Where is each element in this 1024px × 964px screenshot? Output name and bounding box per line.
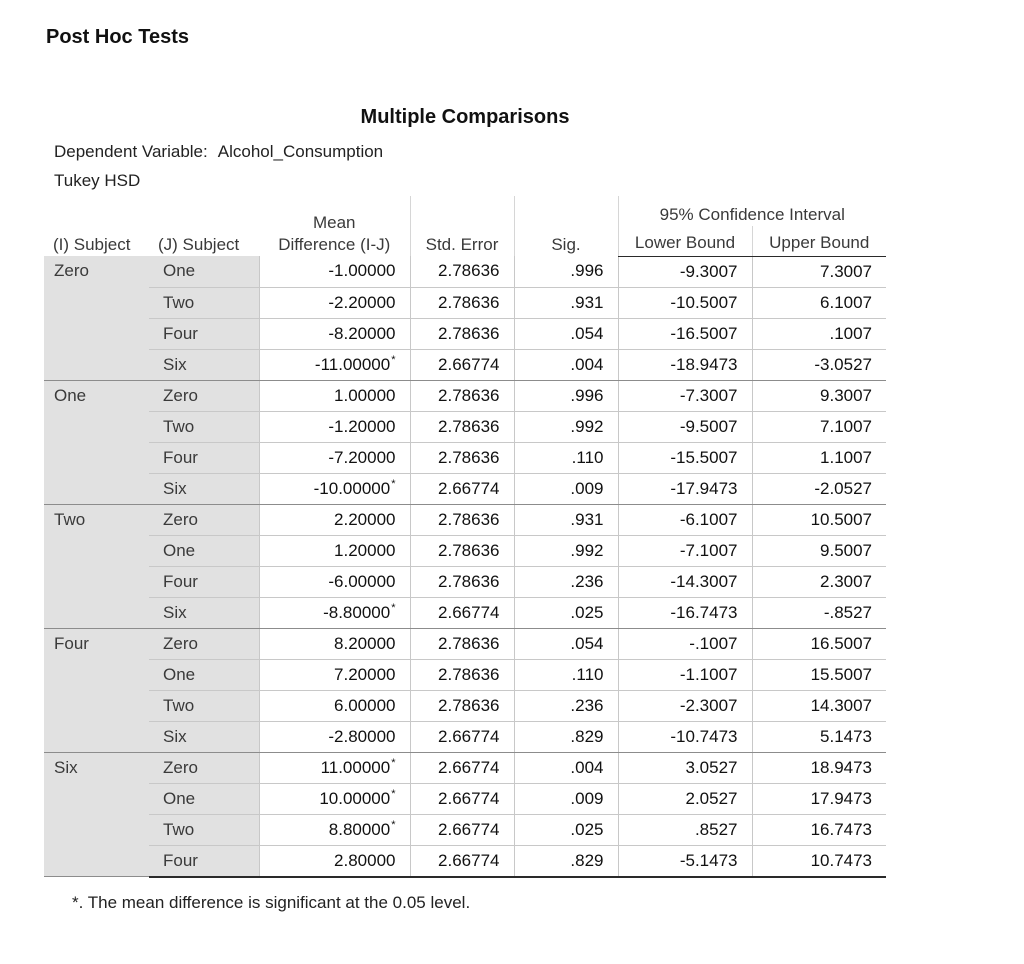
- upper-bound-cell: 7.1007: [752, 411, 886, 442]
- std-error-cell: 2.78636: [410, 256, 514, 287]
- std-error-cell: 2.78636: [410, 287, 514, 318]
- mean-difference-value: -1.00000: [328, 261, 396, 281]
- std-error-cell: 2.78636: [410, 535, 514, 566]
- lower-bound-cell: 3.0527: [618, 752, 752, 783]
- sig-cell: .236: [514, 690, 618, 721]
- table-body: [44, 256, 886, 877]
- j-subject-cell: Six: [149, 597, 259, 628]
- j-subject-cell: Six: [149, 721, 259, 752]
- upper-bound-cell: 10.7473: [752, 845, 886, 877]
- j-subject-cell: Six: [149, 349, 259, 380]
- std-error-cell: 2.66774: [410, 473, 514, 504]
- std-error-cell: 2.78636: [410, 659, 514, 690]
- j-subject-cell: Zero: [149, 752, 259, 783]
- upper-bound-cell: 9.5007: [752, 535, 886, 566]
- mean-difference-cell: [259, 318, 410, 349]
- j-subject-cell: Two: [149, 814, 259, 845]
- dependent-variable-label: Dependent Variable:: [54, 142, 208, 161]
- mean-difference-value: -8.20000: [328, 323, 396, 343]
- sig-cell: .025: [514, 597, 618, 628]
- table-row: [44, 349, 886, 380]
- mean-difference-value: 8.80000: [328, 819, 391, 839]
- mean-difference-cell: [259, 473, 410, 504]
- j-subject-cell: One: [149, 256, 259, 287]
- mean-difference-value: -2.20000: [328, 292, 396, 312]
- mean-difference-cell: [259, 628, 410, 659]
- j-subject-cell: Zero: [149, 504, 259, 535]
- lower-bound-cell: -5.1473: [618, 845, 752, 877]
- i-subject-cell: Six: [44, 752, 149, 877]
- significance-marker: *: [391, 787, 396, 800]
- upper-bound-cell: -3.0527: [752, 349, 886, 380]
- significance-marker: *: [391, 353, 396, 366]
- mean-difference-value: -7.20000: [328, 447, 396, 467]
- lower-bound-cell: -16.7473: [618, 597, 752, 628]
- mean-difference-value: -10.00000: [313, 478, 391, 498]
- sig-cell: .829: [514, 721, 618, 752]
- std-error-cell: 2.66774: [410, 783, 514, 814]
- table-row: [44, 597, 886, 628]
- section-title: Post Hoc Tests: [46, 26, 189, 48]
- j-subject-cell: Four: [149, 845, 259, 877]
- mean-difference-cell: [259, 814, 410, 845]
- std-error-cell: 2.78636: [410, 566, 514, 597]
- table-row: [44, 318, 886, 349]
- header-lower-bound: Lower Bound: [618, 226, 752, 256]
- table-row: [44, 566, 886, 597]
- table-row: [44, 535, 886, 566]
- upper-bound-cell: -2.0527: [752, 473, 886, 504]
- j-subject-cell: Six: [149, 473, 259, 504]
- mean-difference-cell: [259, 752, 410, 783]
- upper-bound-cell: 1.1007: [752, 442, 886, 473]
- mean-difference-cell: [259, 504, 410, 535]
- mean-difference-value: -11.00000: [314, 354, 391, 374]
- sig-cell: .992: [514, 411, 618, 442]
- sig-cell: .009: [514, 473, 618, 504]
- mean-difference-value: 2.20000: [334, 509, 396, 529]
- lower-bound-cell: -7.3007: [618, 380, 752, 411]
- upper-bound-cell: 9.3007: [752, 380, 886, 411]
- i-subject-cell: One: [44, 380, 149, 504]
- upper-bound-cell: 18.9473: [752, 752, 886, 783]
- mean-difference-cell: [259, 349, 410, 380]
- table-row: [44, 628, 886, 659]
- significance-marker: *: [391, 818, 396, 831]
- std-error-cell: 2.66774: [410, 721, 514, 752]
- std-error-cell: 2.66774: [410, 597, 514, 628]
- lower-bound-cell: -15.5007: [618, 442, 752, 473]
- lower-bound-cell: -10.5007: [618, 287, 752, 318]
- header-confidence-interval: 95% Confidence Interval: [618, 196, 886, 226]
- table-row: [44, 256, 886, 287]
- mean-difference-value: 10.00000: [319, 788, 391, 808]
- upper-bound-cell: 16.7473: [752, 814, 886, 845]
- mean-difference-value: 1.00000: [334, 385, 396, 405]
- table-row: [44, 814, 886, 845]
- lower-bound-cell: -2.3007: [618, 690, 752, 721]
- mean-difference-value: -6.00000: [328, 571, 396, 591]
- std-error-cell: 2.78636: [410, 442, 514, 473]
- sig-cell: .931: [514, 504, 618, 535]
- mean-difference-value: -8.80000: [323, 602, 391, 622]
- sig-cell: .054: [514, 628, 618, 659]
- mean-difference-cell: [259, 783, 410, 814]
- mean-difference-value: -2.80000: [328, 726, 396, 746]
- table-row: [44, 721, 886, 752]
- sig-cell: .236: [514, 566, 618, 597]
- std-error-cell: 2.66774: [410, 349, 514, 380]
- j-subject-cell: Four: [149, 566, 259, 597]
- sig-cell: .004: [514, 349, 618, 380]
- upper-bound-cell: 6.1007: [752, 287, 886, 318]
- lower-bound-cell: -16.5007: [618, 318, 752, 349]
- mean-difference-cell: [259, 721, 410, 752]
- j-subject-cell: Four: [149, 318, 259, 349]
- upper-bound-cell: 10.5007: [752, 504, 886, 535]
- lower-bound-cell: -9.5007: [618, 411, 752, 442]
- table-row: [44, 690, 886, 721]
- sig-cell: .110: [514, 442, 618, 473]
- std-error-cell: 2.78636: [410, 504, 514, 535]
- lower-bound-cell: .8527: [618, 814, 752, 845]
- j-subject-cell: One: [149, 783, 259, 814]
- upper-bound-cell: 2.3007: [752, 566, 886, 597]
- table-row: [44, 845, 886, 877]
- upper-bound-cell: 15.5007: [752, 659, 886, 690]
- table-row: [44, 783, 886, 814]
- lower-bound-cell: -9.3007: [618, 256, 752, 287]
- j-subject-cell: Two: [149, 287, 259, 318]
- sig-cell: .004: [514, 752, 618, 783]
- table-row: [44, 442, 886, 473]
- dependent-variable-value: Alcohol_Consumption: [217, 142, 384, 161]
- j-subject-cell: One: [149, 659, 259, 690]
- lower-bound-cell: 2.0527: [618, 783, 752, 814]
- table-row: [44, 752, 886, 783]
- mean-difference-cell: [259, 442, 410, 473]
- std-error-cell: 2.78636: [410, 380, 514, 411]
- sig-cell: .992: [514, 535, 618, 566]
- mean-difference-value: 1.20000: [334, 540, 396, 560]
- lower-bound-cell: -.1007: [618, 628, 752, 659]
- j-subject-cell: Two: [149, 690, 259, 721]
- lower-bound-cell: -7.1007: [618, 535, 752, 566]
- j-subject-cell: Zero: [149, 628, 259, 659]
- mean-difference-cell: [259, 597, 410, 628]
- header-std-error: Std. Error: [410, 196, 514, 256]
- std-error-cell: 2.78636: [410, 318, 514, 349]
- j-subject-cell: Two: [149, 411, 259, 442]
- mean-difference-value: 2.80000: [334, 850, 396, 870]
- upper-bound-cell: 16.5007: [752, 628, 886, 659]
- upper-bound-cell: 14.3007: [752, 690, 886, 721]
- sig-cell: .931: [514, 287, 618, 318]
- j-subject-cell: Four: [149, 442, 259, 473]
- upper-bound-cell: 5.1473: [752, 721, 886, 752]
- table-row: [44, 287, 886, 318]
- mean-difference-cell: [259, 411, 410, 442]
- std-error-cell: 2.78636: [410, 411, 514, 442]
- significance-marker: *: [391, 756, 396, 769]
- table-row: [44, 380, 886, 411]
- sig-cell: .054: [514, 318, 618, 349]
- mean-difference-cell: [259, 535, 410, 566]
- header-mean-difference: [259, 196, 410, 256]
- table-row: [44, 473, 886, 504]
- significance-marker: *: [391, 601, 396, 614]
- header-mean-difference-line1: Mean: [312, 213, 356, 232]
- lower-bound-cell: -17.9473: [618, 473, 752, 504]
- lower-bound-cell: -10.7473: [618, 721, 752, 752]
- sig-cell: .996: [514, 256, 618, 287]
- std-error-cell: 2.66774: [410, 814, 514, 845]
- table-row: [44, 411, 886, 442]
- i-subject-cell: Zero: [44, 256, 149, 380]
- significance-marker: *: [391, 477, 396, 490]
- i-subject-cell: Four: [44, 628, 149, 752]
- table-footnote: *. The mean difference is significant at the 0.05 level.: [72, 893, 471, 912]
- sig-cell: .009: [514, 783, 618, 814]
- mean-difference-value: -1.20000: [328, 416, 396, 436]
- mean-difference-cell: [259, 566, 410, 597]
- sig-cell: .025: [514, 814, 618, 845]
- std-error-cell: 2.66774: [410, 845, 514, 877]
- mean-difference-cell: [259, 287, 410, 318]
- lower-bound-cell: -6.1007: [618, 504, 752, 535]
- dependent-variable-line: [54, 142, 383, 162]
- header-upper-bound: Upper Bound: [752, 226, 886, 256]
- i-subject-cell: Two: [44, 504, 149, 628]
- table-row: [44, 659, 886, 690]
- std-error-cell: 2.78636: [410, 690, 514, 721]
- j-subject-cell: One: [149, 535, 259, 566]
- upper-bound-cell: -.8527: [752, 597, 886, 628]
- test-method: Tukey HSD: [54, 171, 141, 190]
- lower-bound-cell: -14.3007: [618, 566, 752, 597]
- table-title: Multiple Comparisons: [360, 106, 570, 128]
- mean-difference-cell: [259, 845, 410, 877]
- mean-difference-cell: [259, 380, 410, 411]
- lower-bound-cell: -1.1007: [618, 659, 752, 690]
- header-mean-difference-line2: Difference (I-J): [278, 235, 391, 254]
- mean-difference-cell: [259, 256, 410, 287]
- header-j-subject: (J) Subject: [149, 196, 259, 256]
- upper-bound-cell: 7.3007: [752, 256, 886, 287]
- mean-difference-value: 6.00000: [334, 695, 396, 715]
- sig-cell: .110: [514, 659, 618, 690]
- mean-difference-value: 11.00000: [320, 757, 391, 777]
- sig-cell: .996: [514, 380, 618, 411]
- j-subject-cell: Zero: [149, 380, 259, 411]
- header-i-subject: (I) Subject: [44, 196, 149, 256]
- lower-bound-cell: -18.9473: [618, 349, 752, 380]
- mean-difference-value: 8.20000: [334, 633, 396, 653]
- upper-bound-cell: 17.9473: [752, 783, 886, 814]
- std-error-cell: 2.78636: [410, 628, 514, 659]
- std-error-cell: 2.66774: [410, 752, 514, 783]
- mean-difference-cell: [259, 659, 410, 690]
- table-row: [44, 504, 886, 535]
- multiple-comparisons-table: [44, 196, 886, 878]
- mean-difference-value: 7.20000: [334, 664, 396, 684]
- sig-cell: .829: [514, 845, 618, 877]
- header-sig: Sig.: [514, 196, 618, 256]
- upper-bound-cell: .1007: [752, 318, 886, 349]
- mean-difference-cell: [259, 690, 410, 721]
